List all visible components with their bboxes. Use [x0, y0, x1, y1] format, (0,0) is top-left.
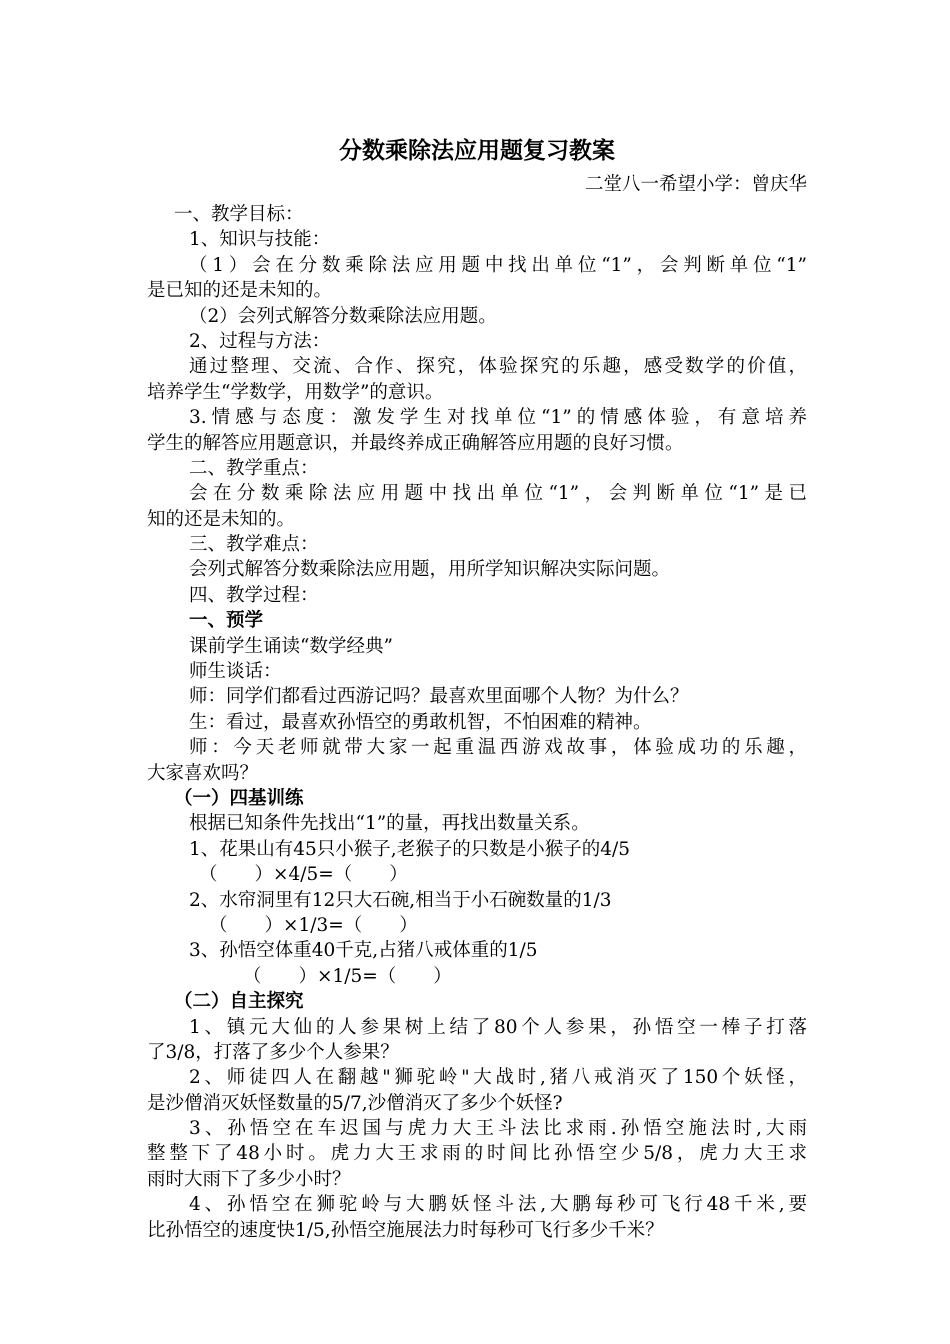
- text-line: 了3/8，打落了多少个人参果？: [147, 1041, 399, 1063]
- text-line: 师：今天老师就带大家一起重温西游戏故事，体验成功的乐趣，: [189, 737, 807, 759]
- text-line: 根据已知条件先找出“1”的量，再找出数量关系。: [189, 813, 590, 835]
- text-line: 培养学生“学数学，用数学”的意识。: [147, 381, 444, 403]
- text-line: 1、镇元大仙的人参果树上结了80个人参果，孙悟空一棒子打落: [189, 1016, 807, 1038]
- text-line: 四、教学过程：: [189, 584, 319, 606]
- text-line: （ ）×1/5=（ ）: [243, 965, 452, 987]
- text-line: 1、花果山有45只小猴子,老猴子的只数是小猴子的4/5: [189, 838, 630, 860]
- text-line: 比孙悟空的速度快1/5,孙悟空施展法力时每秒可飞行多少千米？: [147, 1219, 664, 1241]
- text-line: 会列式解答分数乘除法应用题，用所学知识解决实际问题。: [189, 559, 671, 581]
- document-page: [147, 0, 807, 1344]
- text-line: 是已知的还是未知的。: [147, 280, 333, 302]
- text-line: 雨时大雨下了多少小时？: [147, 1168, 351, 1190]
- text-line: 整整下了48小时。虎力大王求雨的时间比孙悟空少5/8，虎力大王求: [147, 1143, 807, 1165]
- text-line: （2）会列式解答分数乘除法应用题。: [189, 305, 497, 327]
- text-line: 一、教学目标：: [174, 204, 304, 225]
- text-line: 学生的解答应用题意识，并最终养成正确解答应用题的良好习惯。: [147, 432, 684, 454]
- section-heading: 一、预学: [189, 610, 264, 632]
- text-line: 师：同学们都看过西游记吗？最喜欢里面哪个人物？为什么？: [189, 686, 689, 708]
- text-line: （ ）×1/3=（ ）: [209, 914, 418, 936]
- document-body: [147, 202, 807, 1243]
- text-line: 2、水帘洞里有12只大石碗,相当于小石碗数量的1/3: [189, 889, 612, 911]
- text-line: 知的还是未知的。: [147, 508, 296, 530]
- text-line: 3、孙悟空体重40千克,占猪八戒体重的1/5: [189, 940, 538, 962]
- page-title: 分数乘除法应用题复习教案: [339, 137, 615, 164]
- text-line: 会在分数乘除法应用题中找出单位“1”，会判断单位“1”是已: [189, 483, 807, 505]
- text-line: 通过整理、交流、合作、探究，体验探究的乐趣，感受数学的价值，: [189, 356, 807, 378]
- text-line: 师生谈话：: [189, 661, 282, 683]
- author-line: 二堂八一希望小学：曾庆华: [584, 174, 807, 195]
- text-line: 是沙僧消灭妖怪数量的5/7,沙僧消灭了多少个妖怪?: [147, 1092, 563, 1114]
- text-line: 大家喜欢吗？: [147, 762, 259, 784]
- text-line: 3、孙悟空在车迟国与虎力大王斗法比求雨.孙悟空施法时,大雨: [189, 1118, 807, 1140]
- text-line: 1、知识与技能：: [189, 229, 331, 251]
- section-heading: （一）四基训练: [174, 787, 304, 809]
- text-line: 二、教学重点：: [189, 457, 319, 479]
- text-line: 生：看过，最喜欢孙悟空的勇敢机智，不怕困难的精神。: [189, 711, 652, 733]
- section-heading: （二）自主探究: [174, 991, 304, 1013]
- text-line: 3.情感与态度：激发学生对找单位“1”的情感体验，有意培养: [189, 407, 807, 429]
- text-line: 2、师徒四人在翻越"狮驼岭"大战时,猪八戒消灭了150个妖怪，: [189, 1067, 807, 1089]
- text-line: 4、孙悟空在狮驼岭与大鹏妖怪斗法,大鹏每秒可飞行48千米,要: [189, 1194, 807, 1216]
- text-line: 课前学生诵读“数学经典”: [189, 635, 393, 657]
- text-line: 三、教学难点：: [189, 534, 319, 556]
- text-line: （1）会在分数乘除法应用题中找出单位“1”，会判断单位“1”: [189, 254, 807, 276]
- text-line: 2、过程与方法：: [189, 330, 331, 352]
- text-line: （ ）×4/5=（ ）: [199, 864, 408, 886]
